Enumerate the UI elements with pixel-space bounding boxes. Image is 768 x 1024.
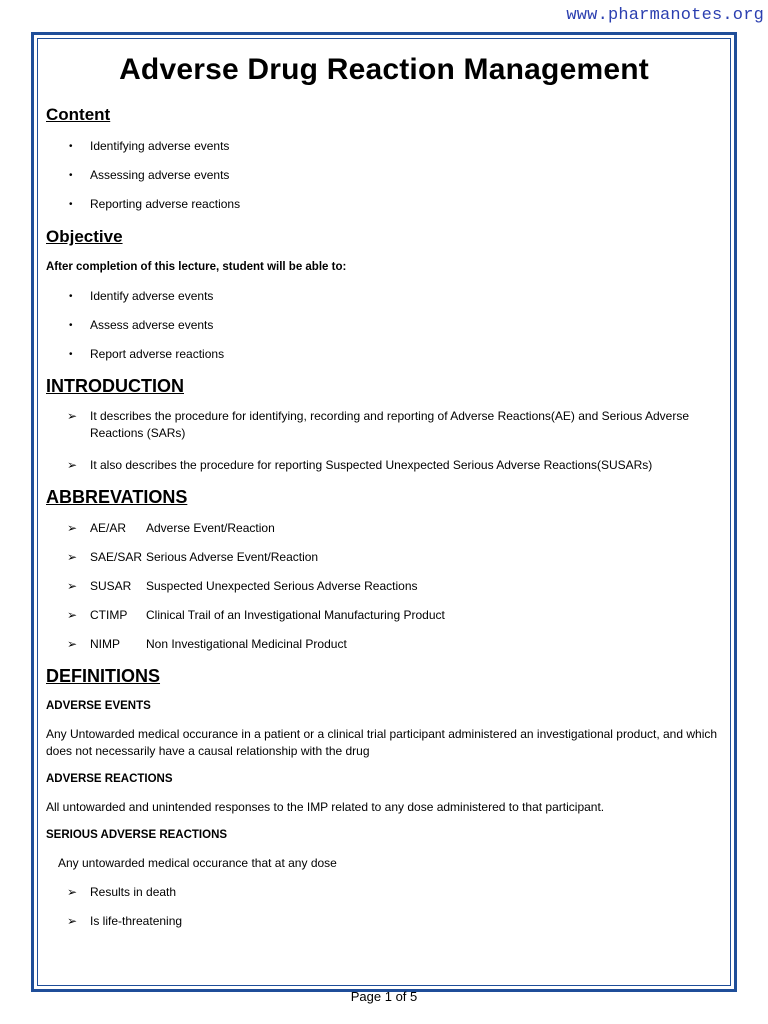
bullet-dot-icon: • — [69, 349, 73, 360]
list-item: • Report adverse reactions — [69, 347, 225, 361]
list-item: • Assess adverse events — [69, 318, 214, 332]
arrow-bullet-icon: ➢ — [67, 458, 78, 472]
list-item — [46, 520, 722, 537]
section-heading-introduction: INTRODUCTION — [46, 376, 184, 396]
list-item: • Identifying adverse events — [69, 139, 230, 153]
arrow-bullet-icon: ➢ — [67, 608, 78, 622]
bullet-dot-icon: • — [69, 320, 73, 331]
section-heading-abbreviations: ABBREVATIONS — [46, 487, 188, 507]
abbreviation-meaning: Adverse Event/Reaction — [146, 521, 275, 535]
abbreviation: CTIMP — [90, 608, 128, 622]
serious-reactions-list — [46, 884, 722, 930]
definition-text: Any untowarded medical occurance that at any dose — [58, 856, 337, 870]
list-item: ➢ Results in death — [67, 885, 177, 899]
list-item: ➢ It describes the procedure for identifying, recording and reporting of Adverse Reactions(AE) and Serious Adverse Reactions (SARs) — [67, 409, 689, 440]
bullet-dot-icon: • — [69, 141, 73, 152]
definition-text: Any Untowarded medical occurance in a patient or a clinical trial participant administered an investigational product, and which does not necessarily have a causal relationship with the drug — [46, 727, 718, 758]
abbreviation: NIMP — [90, 637, 120, 651]
arrow-bullet-icon: ➢ — [67, 885, 78, 899]
document-title: Adverse Drug Reaction Management — [119, 53, 649, 86]
arrow-bullet-icon: ➢ — [67, 914, 78, 928]
document-body — [46, 50, 722, 930]
abbreviations-list — [46, 520, 722, 653]
definition-label: ADVERSE EVENTS — [46, 700, 151, 712]
list-item: ➢ Is life-threatening — [67, 914, 183, 928]
abbreviation: SAE/SAR — [90, 550, 143, 564]
content-list — [46, 138, 722, 213]
abbreviation-meaning: Serious Adverse Event/Reaction — [146, 550, 319, 564]
arrow-bullet-icon: ➢ — [67, 521, 78, 535]
list-item — [46, 549, 722, 566]
abbreviation: AE/AR — [90, 521, 127, 535]
list-item: • Assessing adverse events — [69, 168, 230, 182]
bullet-dot-icon: • — [69, 170, 73, 181]
abbreviation-meaning: Clinical Trail of an Investigational Manufacturing Product — [146, 608, 445, 622]
arrow-bullet-icon: ➢ — [67, 409, 78, 423]
abbreviation-meaning: Suspected Unexpected Serious Adverse Reactions — [146, 579, 418, 593]
definition-text: All untowarded and unintended responses to the IMP related to any dose administered to that participant. — [46, 800, 605, 814]
objective-intro: After completion of this lecture, student will be able to: — [46, 261, 347, 273]
arrow-bullet-icon: ➢ — [67, 579, 78, 593]
section-heading-definitions: DEFINITIONS — [46, 666, 161, 686]
list-item: ➢ It also describes the procedure for reporting Suspected Unexpected Serious Adverse Reactions(SUSARs) — [67, 458, 653, 472]
abbreviation: SUSAR — [90, 579, 132, 593]
list-item: • Identify adverse events — [69, 289, 214, 303]
list-item: • Reporting adverse reactions — [69, 197, 241, 211]
page-number: Page 1 of 5 — [350, 989, 418, 1004]
site-watermark: www.pharmanotes.org — [566, 6, 764, 25]
bullet-dot-icon: • — [69, 199, 73, 210]
list-item — [46, 607, 722, 624]
list-item — [46, 636, 722, 653]
arrow-bullet-icon: ➢ — [67, 550, 78, 564]
introduction-list — [46, 408, 722, 474]
bullet-dot-icon: • — [69, 291, 73, 302]
section-heading-objective: Objective — [46, 227, 123, 246]
arrow-bullet-icon: ➢ — [67, 637, 78, 651]
list-item — [46, 578, 722, 595]
section-heading-content: Content — [46, 105, 111, 124]
objective-list — [46, 288, 722, 363]
abbreviation-meaning: Non Investigational Medicinal Product — [146, 637, 347, 651]
definition-label: ADVERSE REACTIONS — [46, 773, 173, 785]
definition-label: SERIOUS ADVERSE REACTIONS — [46, 829, 228, 841]
